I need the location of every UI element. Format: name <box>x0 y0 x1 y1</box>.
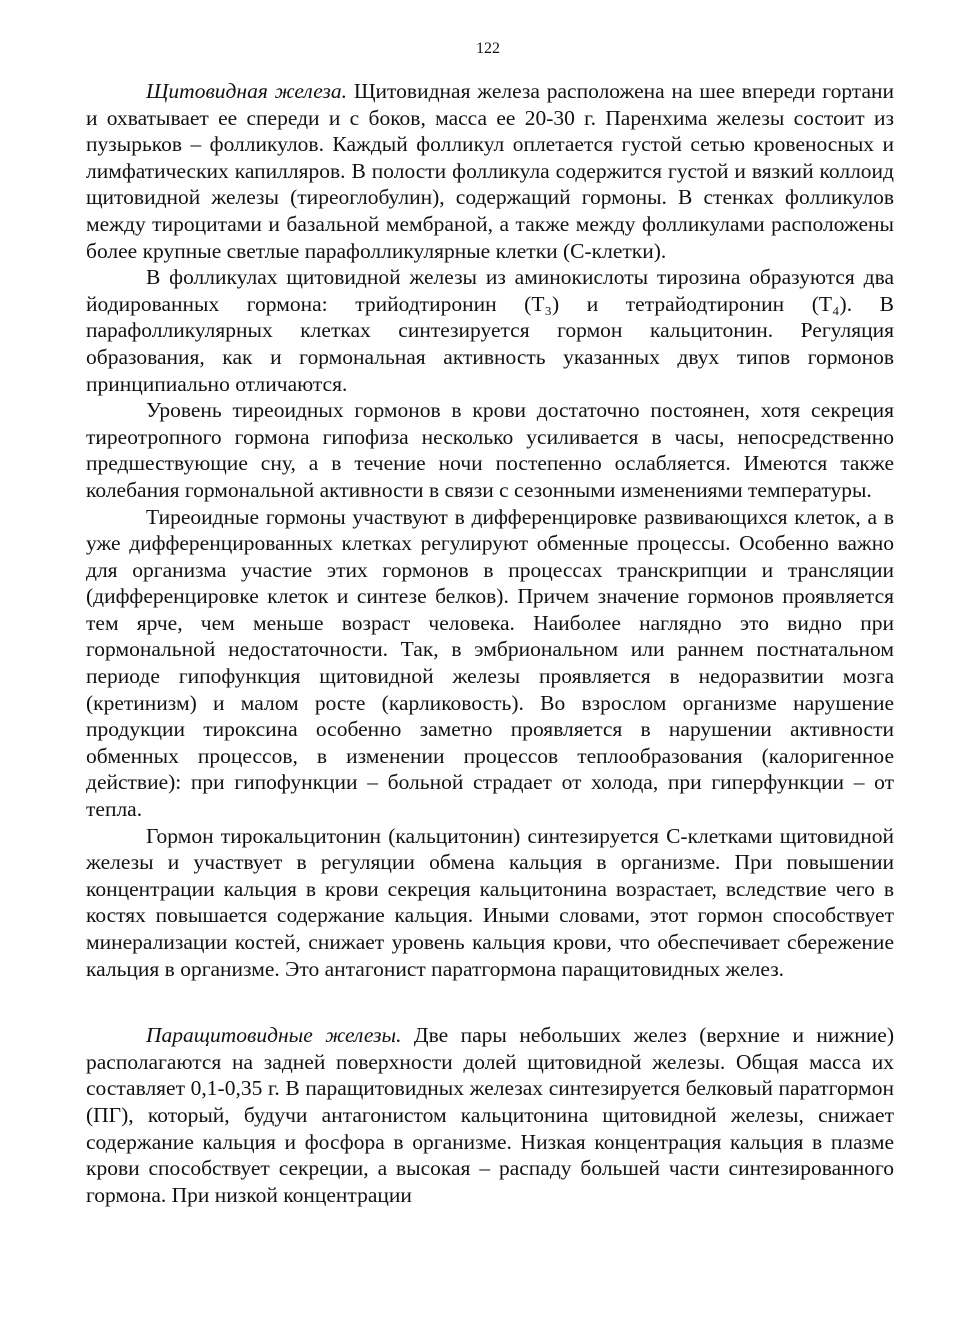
paragraph-text: Тиреоидные гормоны участвуют в дифференцировке развивающихся клеток, а в уже дифференцированных клетках регулируют обменные процессы. Особенно важно для организма участие этих гормонов в процессах транскрипции и трансляции (дифференцировке клеток и синтезе белков). Причем значение гормонов проявляется тем ярче, чем меньше возраст человека. Наиболее наглядно это видно при гормональной недостаточности. Так, в эмбриональном или раннем постнатальном периоде гипофункция щитовидной железы проявляется в недоразвитии мозга (кретинизм) и малом росте (карликовость). Во взрослом организме нарушение продукции тироксина особенно заметно проявляется в нарушении активности обменных процессов, в изменении процессов теплообразования (калоригенное действие): при гипофункции – больной страдает от холода, при гиперфункции – от тепла. <box>86 504 894 822</box>
section-heading: Щитовидная железа. <box>146 79 348 103</box>
body-text <box>86 78 894 1208</box>
section-heading: Паращитовидные железы. <box>146 1023 402 1048</box>
paragraph <box>86 264 894 397</box>
paragraph <box>86 823 894 983</box>
paragraph-text: Уровень тиреоидных гормонов в крови достаточно постоянен, хотя секреция тиреотропного гормона гипофиза несколько усиливается в часы, непосредственно предшествующие сну, а в течение ночи постепенно ослабляется. Имеются также колебания гормональной активности в связи с сезонными изменениями температуры. <box>86 398 894 502</box>
paragraph <box>86 78 894 264</box>
paragraph-text: Щитовидная железа расположена на шее впереди гортани и охватывает ее спереди и с боков, масса ее 20-30 г. Паренхима железы состоит из пузырьков – фолликулов. Каждый фолликул оплетается густой сетью кровеносных и лимфатических капилляров. В полости фолликула содержится густой и вязкий коллоид щитовидной железы (тиреоглобулин), содержащий гормоны. В стенках фолликулов между тироцитами и базальной мембраной, а также между фолликулами расположены более крупные светлые парафолликулярные клетки (С-клетки). <box>86 79 894 263</box>
paragraph-text: Две пары небольших желез (верхние и нижние) располагаются на задней поверхности долей щитовидной железы. Общая масса их составляет 0,1-0,35 г. В паращитовидных железах синтезируется белковый паратгормон (ПГ), который, будучи антагонистом кальцитонина щитовидной железы, снижает содержание кальция и фосфора в организме. Низкая концентрация кальция в плазме крови способствует секреции, а высокая – распаду большей части синтезированного гормона. При низкой концентрации <box>86 1023 894 1207</box>
paragraph <box>86 504 894 823</box>
paragraph <box>86 397 894 503</box>
paragraph-text: В фолликулах щитовидной железы из аминокислоты тирозина образуются два йодированных гормона: трийодтиронин (Т₃) и тетрайодтиронин (Т₄). В парафолликулярных клетках синтезируется гормон кальцитонин. Регуляция образования, как и гормональная активность указанных двух типов гормонов принципиально отличаются. <box>86 265 894 396</box>
paragraph-text: Гормон тирокальцитонин (кальцитонин) синтезируется С-клетками щитовидной железы и участвует в регуляции обмена кальция в организме. При повышении концентрации кальция в крови секреция кальцитонина возрастает, вследствие чего в костях повышается содержание кальция. Иными словами, этот гормон способствует минерализации костей, снижает уровень кальция крови, что обеспечивает сбережение кальция в организме. Это антагонист паратгормона паращитовидных желез. <box>86 823 894 981</box>
page-number: 122 <box>476 40 500 57</box>
paragraph <box>86 1022 894 1208</box>
